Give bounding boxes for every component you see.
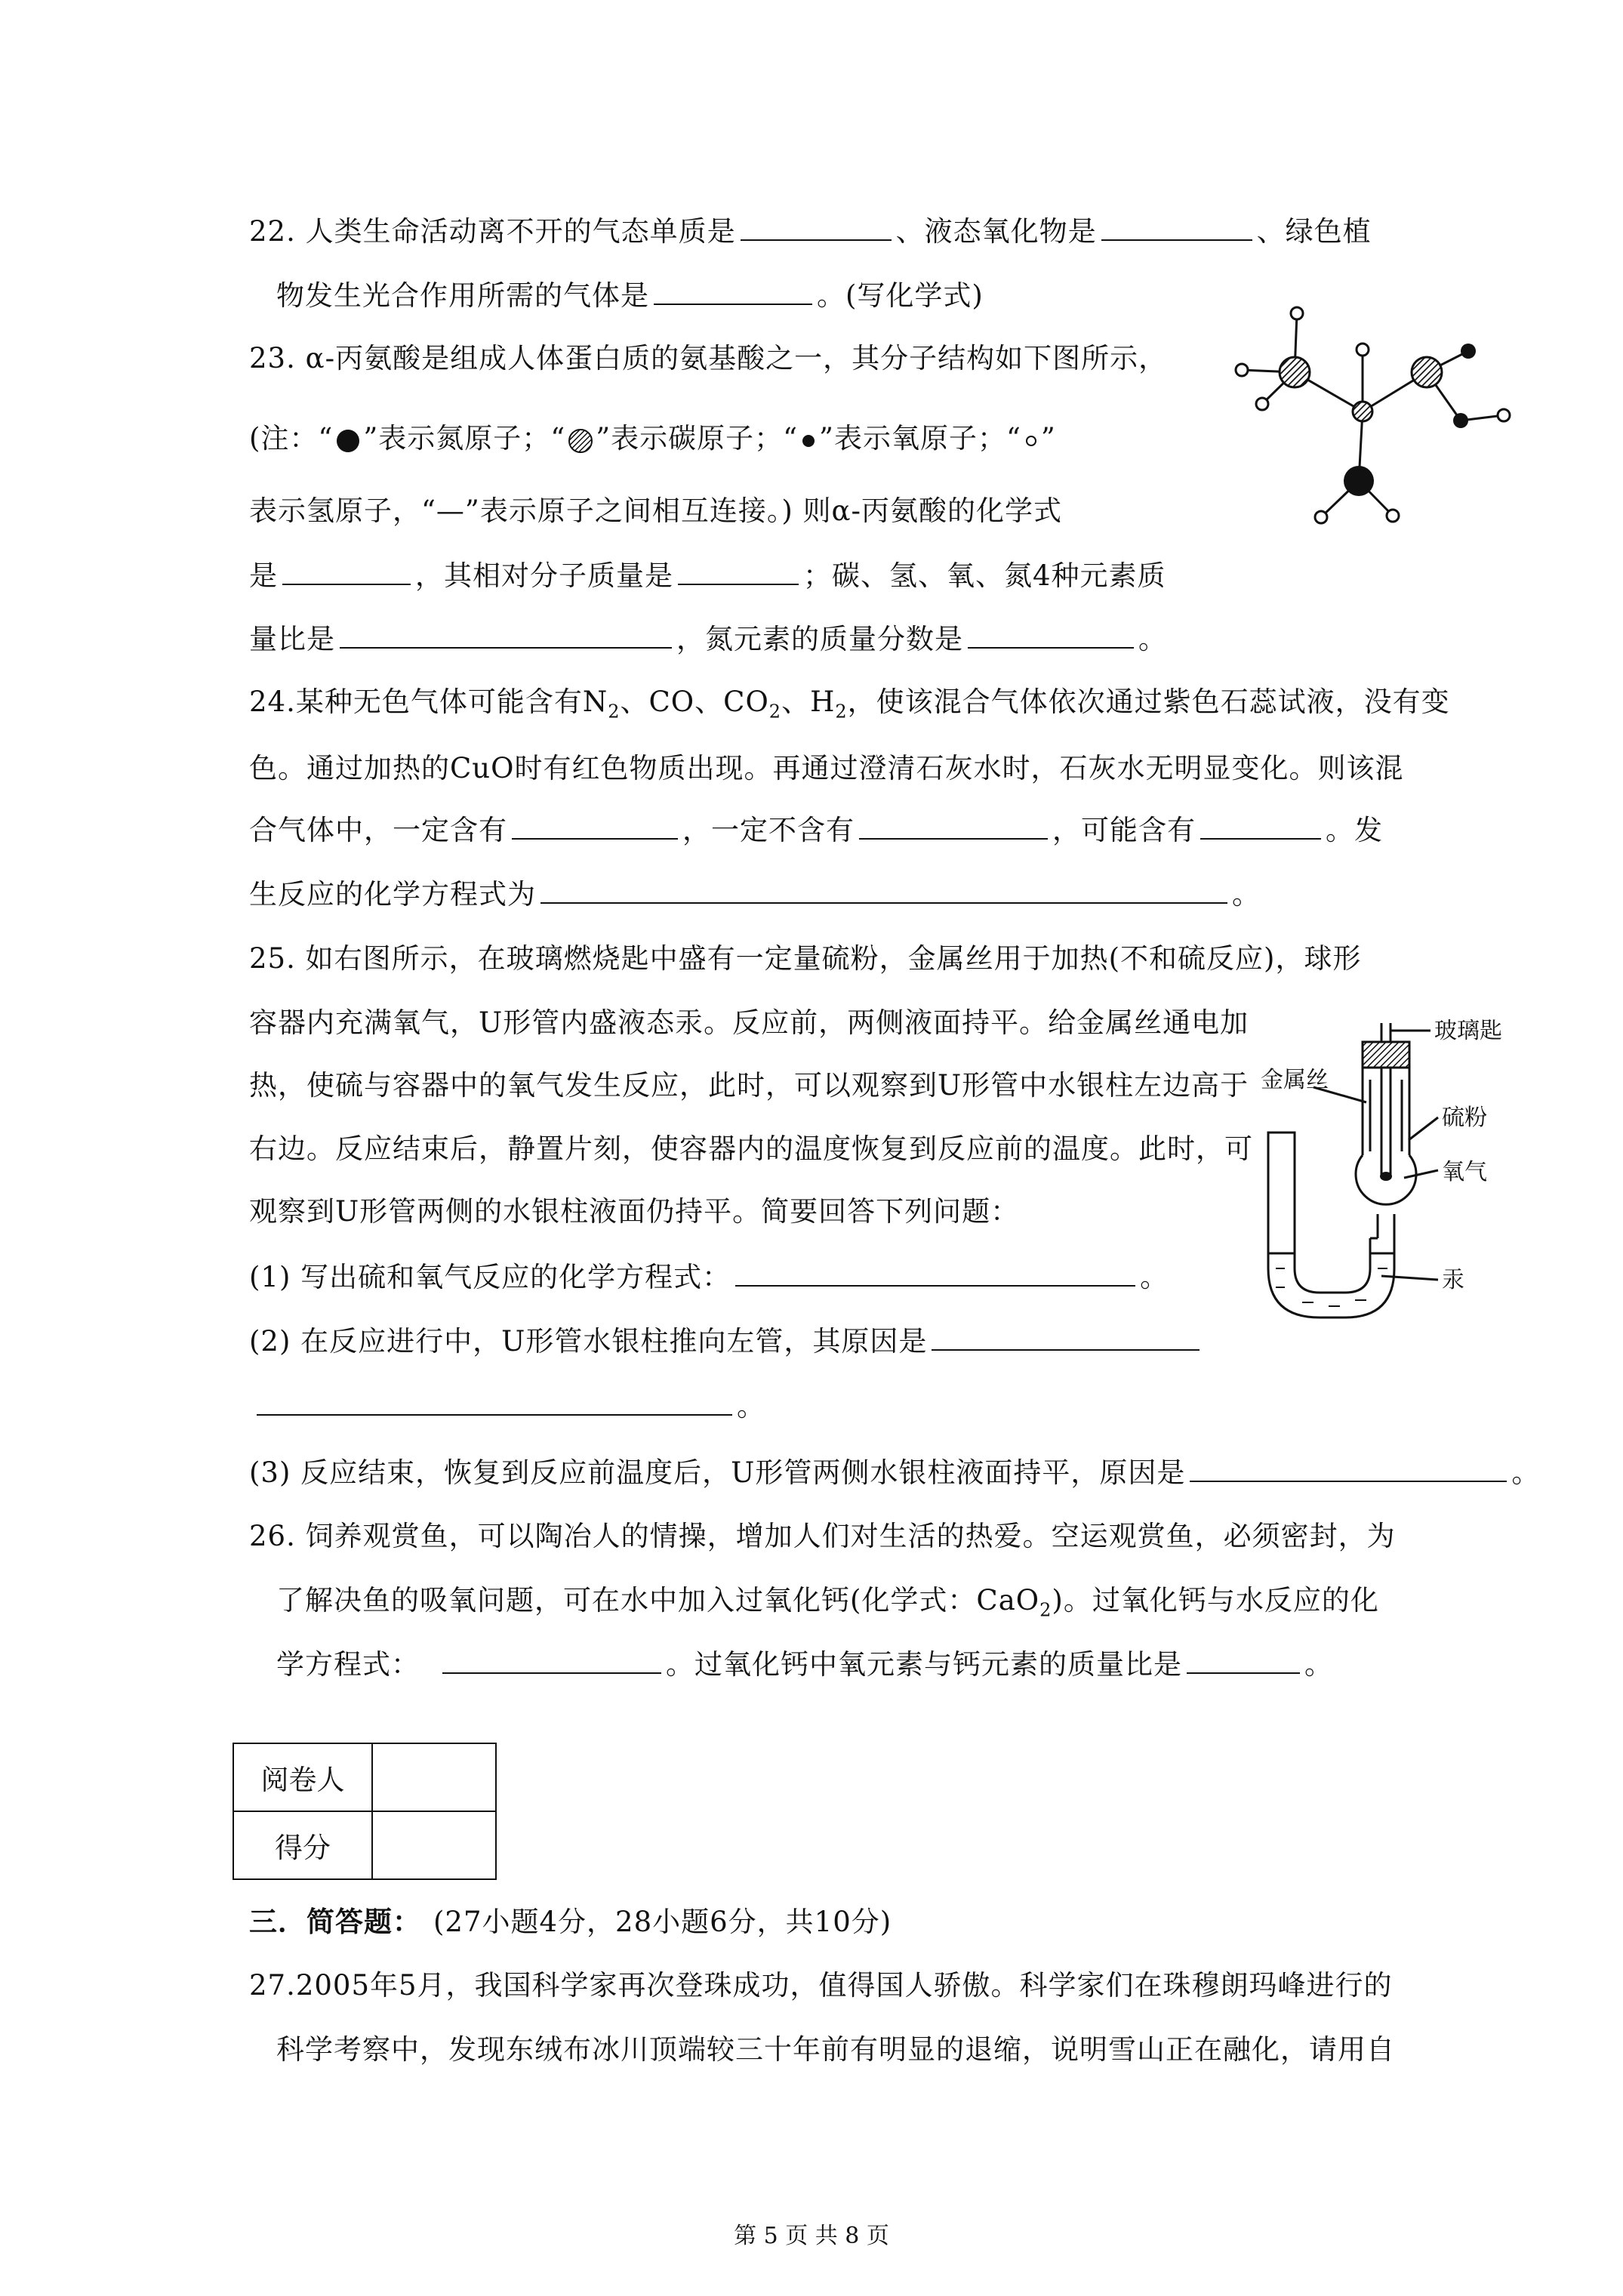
q24-line4: 生反应的化学方程式为 。	[249, 878, 1261, 911]
q23-line3: 表示氢原子，“—”表示原子之间相互连接。) 则α-丙氨酸的化学式	[249, 495, 1063, 527]
q25-sub3: (3) 反应结束，恢复到反应前温度后，U形管两侧水银柱液面持平，原因是 。	[249, 1456, 1541, 1489]
grader-cell[interactable]	[372, 1743, 496, 1811]
q25-blank-reason-c[interactable]	[1190, 1455, 1507, 1482]
q23-line5: 量比是 ，氮元素的质量分数是 。	[249, 623, 1167, 655]
carbon-atom-icon	[565, 427, 596, 455]
q23-line4: 是 ，其相对分子质量是 ；碳、氢、氧、氮4种元素质	[249, 559, 1166, 592]
oxygen-atom-icon	[798, 427, 819, 455]
q22-line1: 22. 人类生命活动离不开的气态单质是 、液态氧化物是 、绿色植	[249, 215, 1372, 248]
score-label: 得分	[233, 1811, 372, 1879]
q25-blank-reason-a[interactable]	[932, 1324, 1200, 1351]
q25-blank-reason-b[interactable]	[257, 1388, 732, 1416]
q23-blank-formula[interactable]	[282, 558, 411, 585]
q23-line2: (注：“ ”表示氮原子；“ ”表示碳原子；“ ”表示氧原子；“ ”	[249, 422, 1056, 455]
q24-blank-must[interactable]	[512, 812, 678, 840]
nitrogen-atom-icon	[333, 427, 363, 455]
label-mercury: 汞	[1442, 1267, 1464, 1293]
q24-blank-mustnot[interactable]	[859, 812, 1048, 840]
grader-label: 阅卷人	[233, 1743, 372, 1811]
q22-blank-1[interactable]	[741, 214, 892, 241]
q23-blank-ratio[interactable]	[340, 621, 672, 649]
q24-line2: 色。通过加热的CuO时有红色物质出现。再通过澄清石灰水时，石灰水无明显变化。则该混	[249, 752, 1404, 784]
q23-line1: 23. α-丙氨酸是组成人体蛋白质的氨基酸之一，其分子结构如下图所示，	[249, 342, 1168, 374]
q24-blank-equation[interactable]	[540, 877, 1227, 904]
q25-line3: 热，使硫与容器中的氧气发生反应，此时，可以观察到U形管中水银柱左边高于	[249, 1069, 1249, 1102]
q26-blank-equation[interactable]	[442, 1647, 661, 1674]
q23-blank-mass[interactable]	[678, 558, 799, 585]
hydrogen-atom-icon	[1021, 427, 1041, 455]
q22-line2: 物发生光合作用所需的气体是 。(写化学式)	[276, 279, 984, 312]
q25-sub2: (2) 在反应进行中，U形管水银柱推向左管，其原因是	[249, 1323, 1204, 1361]
q24-blank-maybe[interactable]	[1200, 812, 1321, 840]
q27-line2: 科学考察中，发现东绒布冰川顶端较三十年前有明显的退缩，说明雪山正在融化，请用自	[276, 2033, 1395, 2066]
q25-sub1: (1) 写出硫和氧气反应的化学方程式： 。	[249, 1261, 1169, 1293]
page-footer: 第 5 页 共 8 页	[734, 2223, 889, 2249]
q26-line3: 学方程式： 。过氧化钙中氧元素与钙元素的质量比是 。	[276, 1648, 1333, 1681]
section3-title: 三．简答题：	[249, 1905, 421, 1938]
q23-blank-percent[interactable]	[968, 621, 1134, 649]
q25-line2: 容器内充满氧气，U形管内盛液态汞。反应前，两侧液面持平。给金属丝通电加	[249, 1006, 1249, 1039]
label-glass-spoon: 玻璃匙	[1434, 1019, 1502, 1044]
u-tube-apparatus-diagram	[1261, 1019, 1510, 1351]
q25-line4: 右边。反应结束后，静置片刻，使容器内的温度恢复到反应前的温度。此时，可	[249, 1133, 1253, 1165]
label-metal-wire: 金属丝	[1261, 1067, 1329, 1093]
q22-blank-2[interactable]	[1101, 214, 1252, 241]
q26-blank-ratio[interactable]	[1187, 1647, 1300, 1674]
section3-note: (27小题4分，28小题6分，共10分)	[433, 1906, 892, 1938]
q24-line3: 合气体中，一定含有 ，一定不含有 ，可能含有 。发	[249, 814, 1383, 846]
q25-line1: 25. 如右图所示，在玻璃燃烧匙中盛有一定量硫粉，金属丝用于加热(不和硫反应)，球形	[249, 942, 1362, 975]
label-oxygen: 氧气	[1442, 1159, 1487, 1185]
alanine-molecule	[1208, 298, 1525, 547]
q26-line1: 26. 饲养观赏鱼，可以陶冶人的情操，增加人们对生活的热爱。空运观赏鱼，必须密封，为	[249, 1520, 1396, 1552]
q25-line5: 观察到U形管两侧的水银柱液面仍持平。简要回答下列问题：	[249, 1195, 1020, 1228]
q26-line2: 了解决鱼的吸氧问题，可在水中加入过氧化钙(化学式：CaO$_2$)。过氧化钙与水反应的化	[276, 1584, 1379, 1621]
score-table	[233, 1743, 497, 1880]
q24-line1: 24.某种无色气体可能含有$N_2$、CO、$CO_2$、$H_2$，使该混合气体依次通过紫色石蕊试液，没有变	[249, 686, 1450, 723]
section3-heading	[249, 1903, 892, 1941]
q22-blank-3[interactable]	[654, 278, 812, 305]
score-cell[interactable]	[372, 1811, 496, 1879]
q27-line1: 27.2005年5月，我国科学家再次登珠成功，值得国人骄傲。科学家们在珠穆朗玛峰进行的	[249, 1969, 1393, 2002]
q25-blank-equation[interactable]	[735, 1259, 1135, 1287]
label-sulfur: 硫粉	[1442, 1105, 1487, 1131]
q25-sub2-cont: 。	[257, 1388, 765, 1425]
